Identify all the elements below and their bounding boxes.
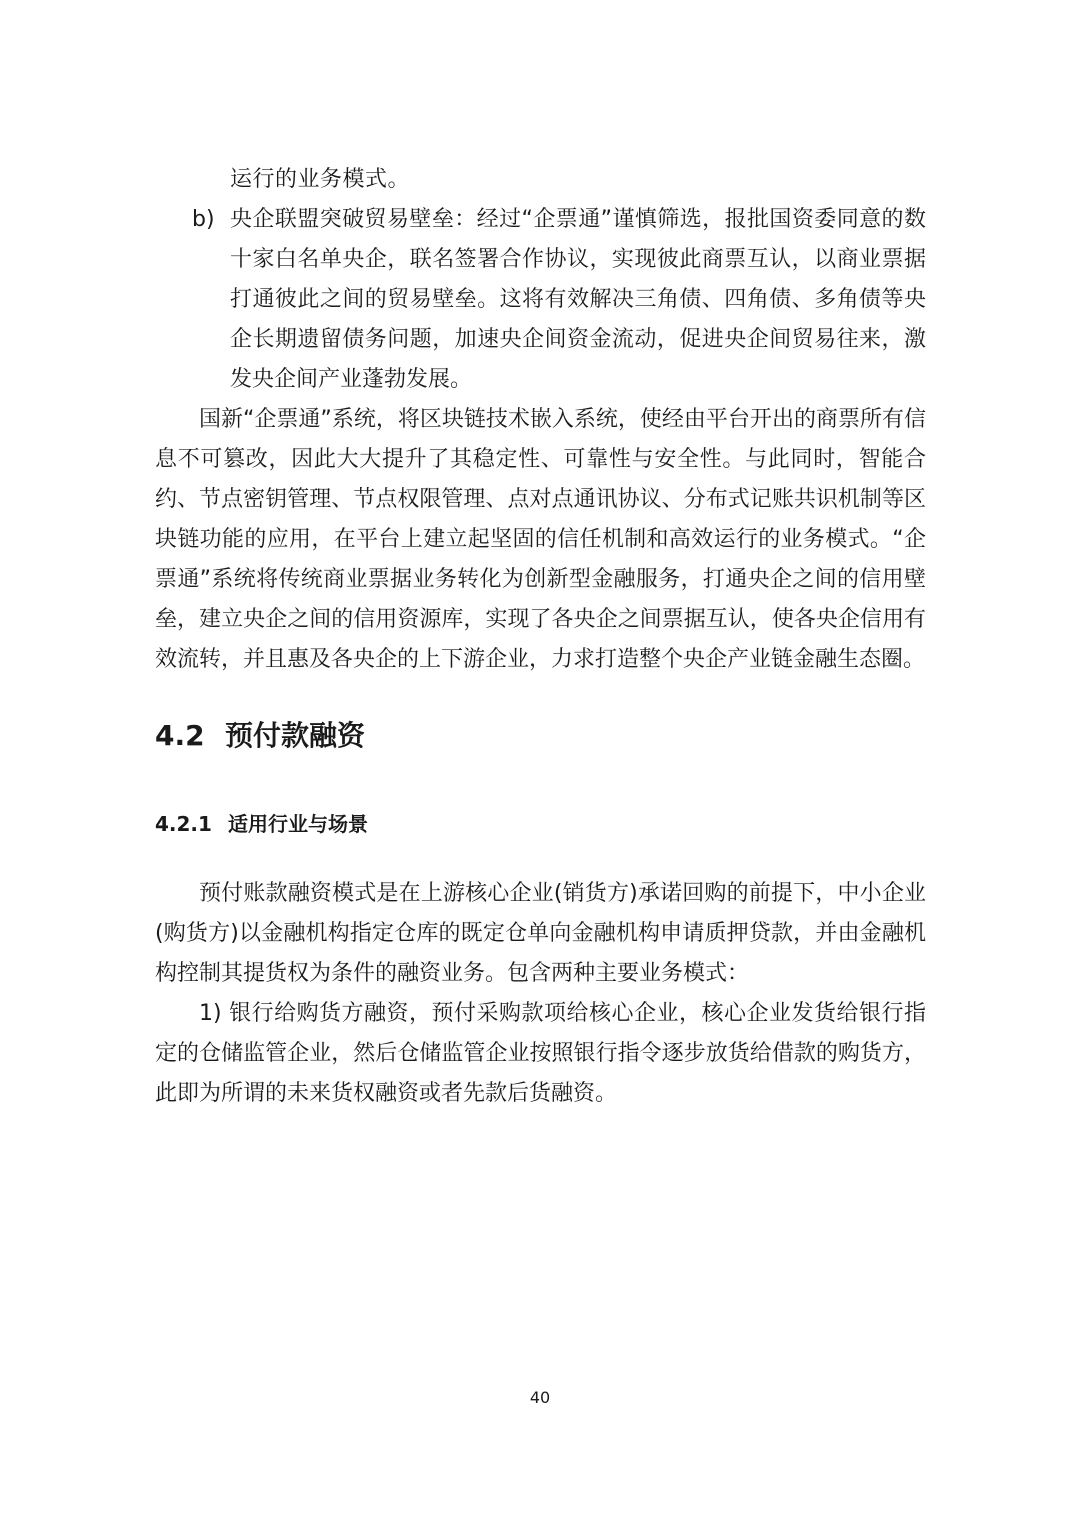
list-marker-b: b) (192, 207, 215, 232)
list-item-b-text: 央企联盟突破贸易壁垒：经过“企票通”谨慎筛选，报批国资委同意的数十家白名单央企，联名签署合作协议，实现彼此商票互认，以商业票据打通彼此之间的贸易壁垒。这将有效解决三角债、四角债、多角债等央企长期遗留债务问题，加速央企间资金流动，促进央企间贸易往来，激发央企间产业蓬勃发展。 (230, 207, 926, 392)
section-title: 预付款融资 (225, 719, 366, 752)
list-item-continuation: 运行的业务模式。 (230, 167, 411, 192)
subsection-heading (155, 808, 368, 837)
page-number: 40 (529, 1388, 551, 1407)
subsection-number: 4.2.1 (155, 812, 212, 836)
paragraph-mode-1: 1) 银行给购货方融资，预付采购款项给核心企业，核心企业发货给银行指定的仓储监管企业，然后仓储监管企业按照银行指令逐步放货给借款的购货方，此即为所谓的未来货权融资或者先款后货融资。 (155, 1001, 926, 1106)
paragraph-intro: 预付账款融资模式是在上游核心企业(销货方)承诺回购的前提下，中小企业(购货方)以金融机构指定仓库的既定仓单向金融机构申请质押贷款，并由金融机构控制其提货权为条件的融资业务。包含两种主要业务模式： (155, 881, 926, 986)
section-number: 4.2 (155, 719, 205, 752)
section-heading (155, 714, 365, 754)
subsection-title: 适用行业与场景 (228, 812, 368, 836)
paragraph-system: 国新“企票通”系统，将区块链技术嵌入系统，使经由平台开出的商票所有信息不可篡改，因此大大提升了其稳定性、可靠性与安全性。与此同时，智能合约、节点密钥管理、节点权限管理、点对点通讯协议、分布式记账共识机制等区块链功能的应用，在平台上建立起坚固的信任机制和高效运行的业务模式。“企票通”系统将传统商业票据业务转化为创新型金融服务，打通央企之间的信用壁垒，建立央企之间的信用资源库，实现了各央企之间票据互认，使各央企信用有效流转，并且惠及各央企的上下游企业，力求打造整个央企产业链金融生态圈。 (155, 407, 926, 672)
